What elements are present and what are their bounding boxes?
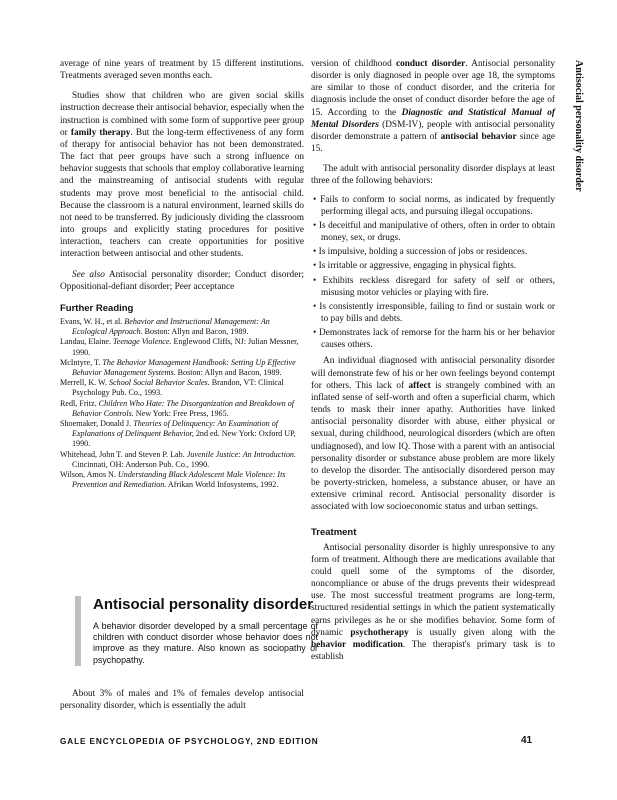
behavior-list <box>311 194 555 352</box>
side-running-head-text: Antisocial personality disorder <box>573 60 584 192</box>
list-item: • Exhibits reckless disregard for safety of self or others, misusing motor vehicles or playing with fire. <box>311 275 555 299</box>
list-item: • Is impulsive, holding a succession of jobs or residences. <box>311 246 555 258</box>
entry-title: Antisocial personality disorder <box>93 596 314 613</box>
list-item: • Demonstrates lack of remorse for the harm his or her behavior causes others. <box>311 327 555 351</box>
reference-item: Merrell, K. W. School Social Behavior Scales. Brandon, VT: Clinical Psychology Pub. Co., 1993. <box>60 378 284 398</box>
right-column <box>311 58 555 663</box>
page-number: 41 <box>521 735 533 746</box>
paragraph: The adult with antisocial personality disorder displays at least three of the following behaviors: <box>311 164 555 187</box>
list-item: • Is deceitful and manipulative of others, often in order to obtain money, sex, or drugs. <box>311 220 555 244</box>
list-item: • Is irritable or aggressive, engaging in physical fights. <box>311 260 555 272</box>
treatment-heading: Treatment <box>311 527 357 539</box>
reference-item: Redl, Fritz. Children Who Hate: The Disorganization and Breakdown of Behavior Controls. New York: Free Press, 1965. <box>60 398 295 418</box>
left-column <box>60 58 304 490</box>
reference-list <box>60 317 304 490</box>
paragraph: An individual diagnosed with antisocial personality disorder will demonstrate few of his or her own feelings beyond contempt for others. This lack of affect is strangely combined with an inflated sense of self-worth and often a superficial charm, which tends to mask their inner apathy. Authorities have linked antisocial personality disorder with abuse, either physical or sexual, during childhood, neurological disorders (which are often undiagnosed), and low IQ. Those with a parent with an antisocial personality disorder or substance abuse problem are more likely to develop the disorder. The antisocially disordered person may be poverty-stricken, homeless, a substance abuser, or have an extensive criminal record. Antisocial personality disorder is associated with low socioeconomic status and urban settings. <box>311 356 555 513</box>
see-also: See also Antisocial personality disorder; Conduct disorder; Oppositional-defiant disorder; Peer acceptance <box>60 269 304 292</box>
paragraph: average of nine years of treatment by 15 different institutions. Treatments averaged seven months each. <box>60 59 304 82</box>
paragraph: Studies show that children who are given social skills instruction decrease their antisocial behavior, especially when the instruction is combined with some form of supportive peer group or family therapy. But the long-term effectiveness of any form of therapy for antisocial behavior has not been demonstrated. The fact that peer groups have such a strong influence on behavior suggests that schools that employ collaborative learning and the mainstreaming of antisocial students with regular students may prove most beneficial to the antisocial child. Because the classroom is a natural environment, learned skills do not need to be transferred. By judiciously dividing the classroom into groups and explicitly stating procedures for positive interaction, teachers can create opportunities for positive interaction between antisocial and other students. <box>60 91 304 260</box>
paragraph: Antisocial personality disorder is highly unresponsive to any form of treatment. Although there are medications available that could quell some of the symptoms of the disorder, noncompliance or abuse of the drugs prevents their widespread use. The most successful treatment programs are long-term, structured residential settings in which the patient systematically earns privileges as he or she modifies behavior. Some form of dynamic psychotherapy is usually given along with the behavior modification. The therapist's primary task is to establish <box>311 542 555 663</box>
list-item: • Is consistently irresponsible, failing to find or sustain work or to pay bills and debts. <box>311 301 555 325</box>
entry-header <box>75 596 318 666</box>
reference-item: Wilson, Amos N. Understanding Black Adolescent Male Violence: Its Prevention and Remediation. Afrikan World Infosystems, 1992. <box>60 470 286 490</box>
entry-intro <box>60 688 304 712</box>
paragraph: version of childhood conduct disorder. Antisocial personality disorder is only diagnosed in people over age 18, the symptoms are similar to those of conduct disorder, and the criteria for diagnosis include the onset of conduct disorder before the age of 15. According to the Diagnostic and Statistical Manual of Mental Disorders (DSM-IV), people with antisocial personality disorder demonstrate a pattern of antisocial behavior since age 15. <box>311 59 556 155</box>
entry-definition: A behavior disorder developed by a small percentage of children with conduct disorder whose behavior does not improve as they mature. Also known as sociopathy or psychopathy. <box>93 621 318 665</box>
footer-title: GALE ENCYCLOPEDIA OF PSYCHOLOGY, 2ND EDITION <box>60 737 319 746</box>
reference-item: Shoemaker, Donald J. Theories of Delinquency: An Examination of Explanations of Delinquent Behavior, 2nd ed. New York: Oxford UP, 1990. <box>60 419 296 449</box>
paragraph: About 3% of males and 1% of females develop antisocial personality disorder, which is essentially the adult <box>60 689 304 712</box>
reference-item: Whitehead, John T. and Steven P. Lab. Juvenile Justice: An Introduction. Cincinnati, OH: Anderson Pub. Co., 1990. <box>60 449 296 469</box>
side-running-head <box>566 60 586 260</box>
reference-item: McIntyre, T. The Behavior Management Handbook: Setting Up Effective Behavior Management Systems. Boston: Allyn and Bacon, 1989. <box>60 357 296 377</box>
reference-item: Evans, W. H., et al. Behavior and Instructional Management: An Ecological Approach. Boston: Allyn and Bacon, 1989. <box>60 316 270 337</box>
keyword: family therapy <box>70 127 131 138</box>
reference-item: Landau, Elaine. Teenage Violence. Englewood Cliffs, NJ: Julian Messner, 1990. <box>60 337 299 357</box>
list-item: • Fails to conform to social norms, as indicated by frequently performing illegal acts, and pursuing illegal occupations. <box>311 194 555 218</box>
further-reading-heading: Further Reading <box>60 302 134 314</box>
